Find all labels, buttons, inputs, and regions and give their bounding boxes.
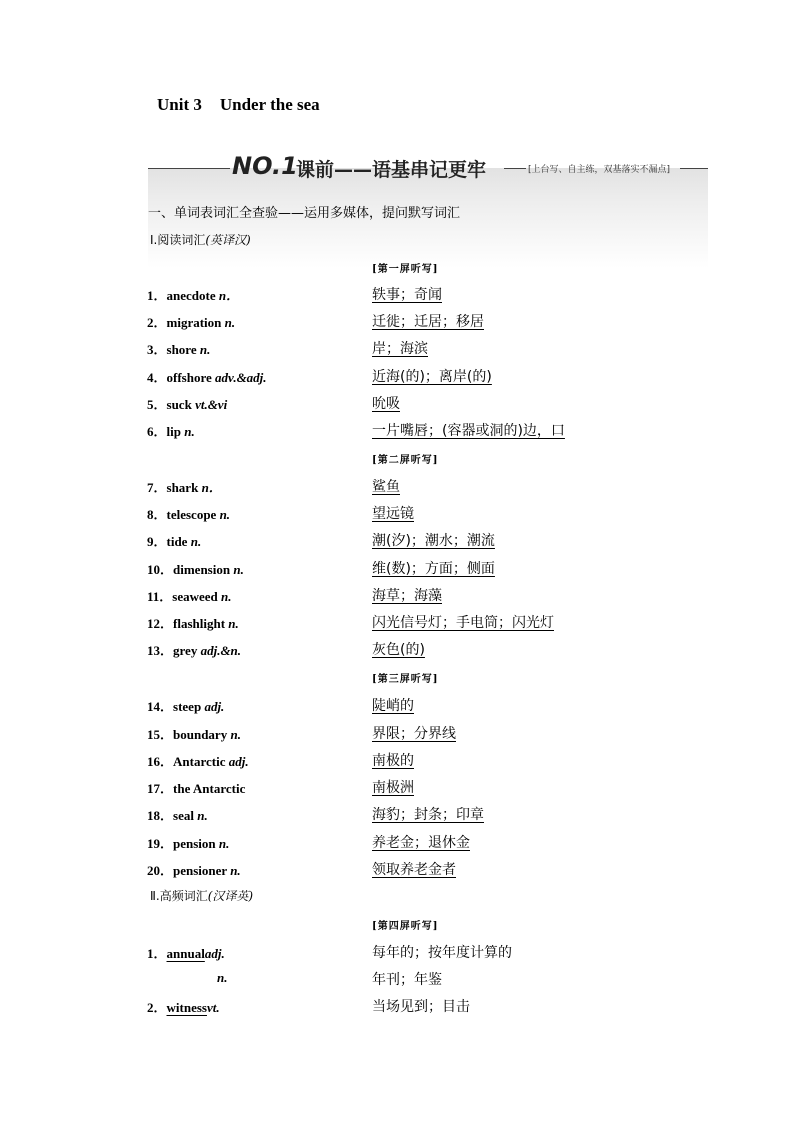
vocab-def-8: 望远镜 bbox=[372, 506, 414, 522]
vocab-row-13: 13．grey adj.&n. bbox=[147, 643, 242, 658]
vocab-def-14: 陡峭的 bbox=[372, 698, 414, 714]
lesson-marker-4: [第四屏听写] bbox=[372, 921, 439, 932]
vocab-row-4: 4．offshore adv.&adj. bbox=[147, 370, 267, 385]
vocab-row-16: 16．Antarctic adj. bbox=[147, 754, 249, 769]
vocab-def-9: 潮(汐)；潮水；潮流 bbox=[372, 533, 495, 549]
part2-label: Ⅱ.高频词汇 bbox=[150, 889, 208, 903]
vocab-row-6: 6．lip n. bbox=[147, 424, 195, 439]
banner-rule-right bbox=[680, 168, 708, 169]
vocab-row-15: 15．boundary n. bbox=[147, 727, 241, 742]
vocab-def-20: 领取养老金者 bbox=[372, 862, 456, 878]
vocab-def-16: 南极的 bbox=[372, 753, 414, 769]
vocab-row-20: 20．pensioner n. bbox=[147, 863, 241, 878]
part2-heading bbox=[150, 887, 253, 904]
vocab-row-14: 14．steep adj. bbox=[147, 699, 225, 714]
vocab-def-1: 轶事；奇闻 bbox=[372, 287, 442, 303]
part1-note: (英译汉) bbox=[205, 233, 251, 247]
lesson-marker-1: [第一屏听写] bbox=[372, 264, 439, 275]
vocab-row-18: 18．seal n. bbox=[147, 808, 208, 823]
frequent-row-2: 2．witnessvt. bbox=[147, 1000, 220, 1015]
section-heading: 一、单词表词汇全查验——运用多媒体，提问默写词汇 bbox=[148, 206, 461, 221]
vocab-def-15: 界限；分界线 bbox=[372, 726, 456, 742]
vocab-def-10: 维(数)；方面；侧面 bbox=[372, 561, 495, 577]
vocab-def-6: 一片嘴唇；(容器或洞的)边，口 bbox=[372, 423, 565, 439]
vocab-def-3: 岸；海滨 bbox=[372, 341, 428, 357]
frequent-def-2: 当场见到；目击 bbox=[372, 999, 470, 1015]
vocab-row-1: 1．anecdote n． bbox=[147, 288, 240, 303]
frequent-row-1b: n. bbox=[217, 970, 228, 985]
vocab-def-2: 迁徙；迁居；移居 bbox=[372, 314, 484, 330]
vocab-def-11: 海草；海藻 bbox=[372, 588, 442, 604]
vocab-def-13: 灰色(的) bbox=[372, 642, 425, 658]
vocab-row-9: 9．tide n. bbox=[147, 534, 202, 549]
banner-tag: [上台写、自主练，双基落实不漏点] bbox=[528, 165, 671, 175]
vocab-def-19: 养老金；退休金 bbox=[372, 835, 470, 851]
vocab-def-17: 南极洲 bbox=[372, 780, 414, 796]
vocab-row-5: 5．suck vt.&vi bbox=[147, 397, 228, 412]
vocab-row-2: 2．migration n. bbox=[147, 315, 236, 330]
banner-number: NO.1 bbox=[232, 152, 298, 180]
part1-label: Ⅰ.阅读词汇 bbox=[150, 233, 206, 247]
frequent-def-1b: 年刊；年鉴 bbox=[372, 972, 442, 988]
banner-rule-middle bbox=[504, 168, 526, 169]
frequent-def-1: 每年的；按年度计算的 bbox=[372, 945, 512, 961]
vocab-def-18: 海豹；封条；印章 bbox=[372, 807, 484, 823]
unit-name: Under the sea bbox=[219, 95, 320, 114]
lesson-marker-2: [第二屏听写] bbox=[372, 455, 439, 466]
lesson-marker-3: [第三屏听写] bbox=[372, 674, 439, 685]
frequent-row-1: 1．annualadj. bbox=[147, 946, 225, 961]
vocab-row-11: 11．seaweed n. bbox=[147, 589, 232, 604]
vocab-row-3: 3．shore n. bbox=[147, 342, 211, 357]
part1-heading bbox=[150, 231, 251, 248]
part2-note: (汉译英) bbox=[207, 889, 254, 903]
vocab-row-19: 19．pension n. bbox=[147, 836, 230, 851]
vocab-def-4: 近海(的)；离岸(的) bbox=[372, 369, 492, 385]
vocab-def-7: 鲨鱼 bbox=[372, 479, 400, 495]
vocab-row-10: 10．dimension n. bbox=[147, 562, 244, 577]
unit-number: Unit 3 bbox=[157, 95, 202, 114]
banner-rule-left bbox=[148, 168, 230, 169]
vocab-def-5: 吮吸 bbox=[372, 396, 400, 412]
banner-heading: 课前——语基串记更牢 bbox=[296, 159, 487, 181]
vocab-row-7: 7．shark n． bbox=[147, 480, 222, 495]
vocab-row-17: 17．the Antarctic bbox=[147, 781, 246, 796]
vocab-def-12: 闪光信号灯；手电筒；闪光灯 bbox=[372, 615, 554, 631]
page-title bbox=[157, 95, 320, 115]
vocab-row-12: 12．flashlight n. bbox=[147, 616, 239, 631]
vocab-row-8: 8．telescope n. bbox=[147, 507, 231, 522]
